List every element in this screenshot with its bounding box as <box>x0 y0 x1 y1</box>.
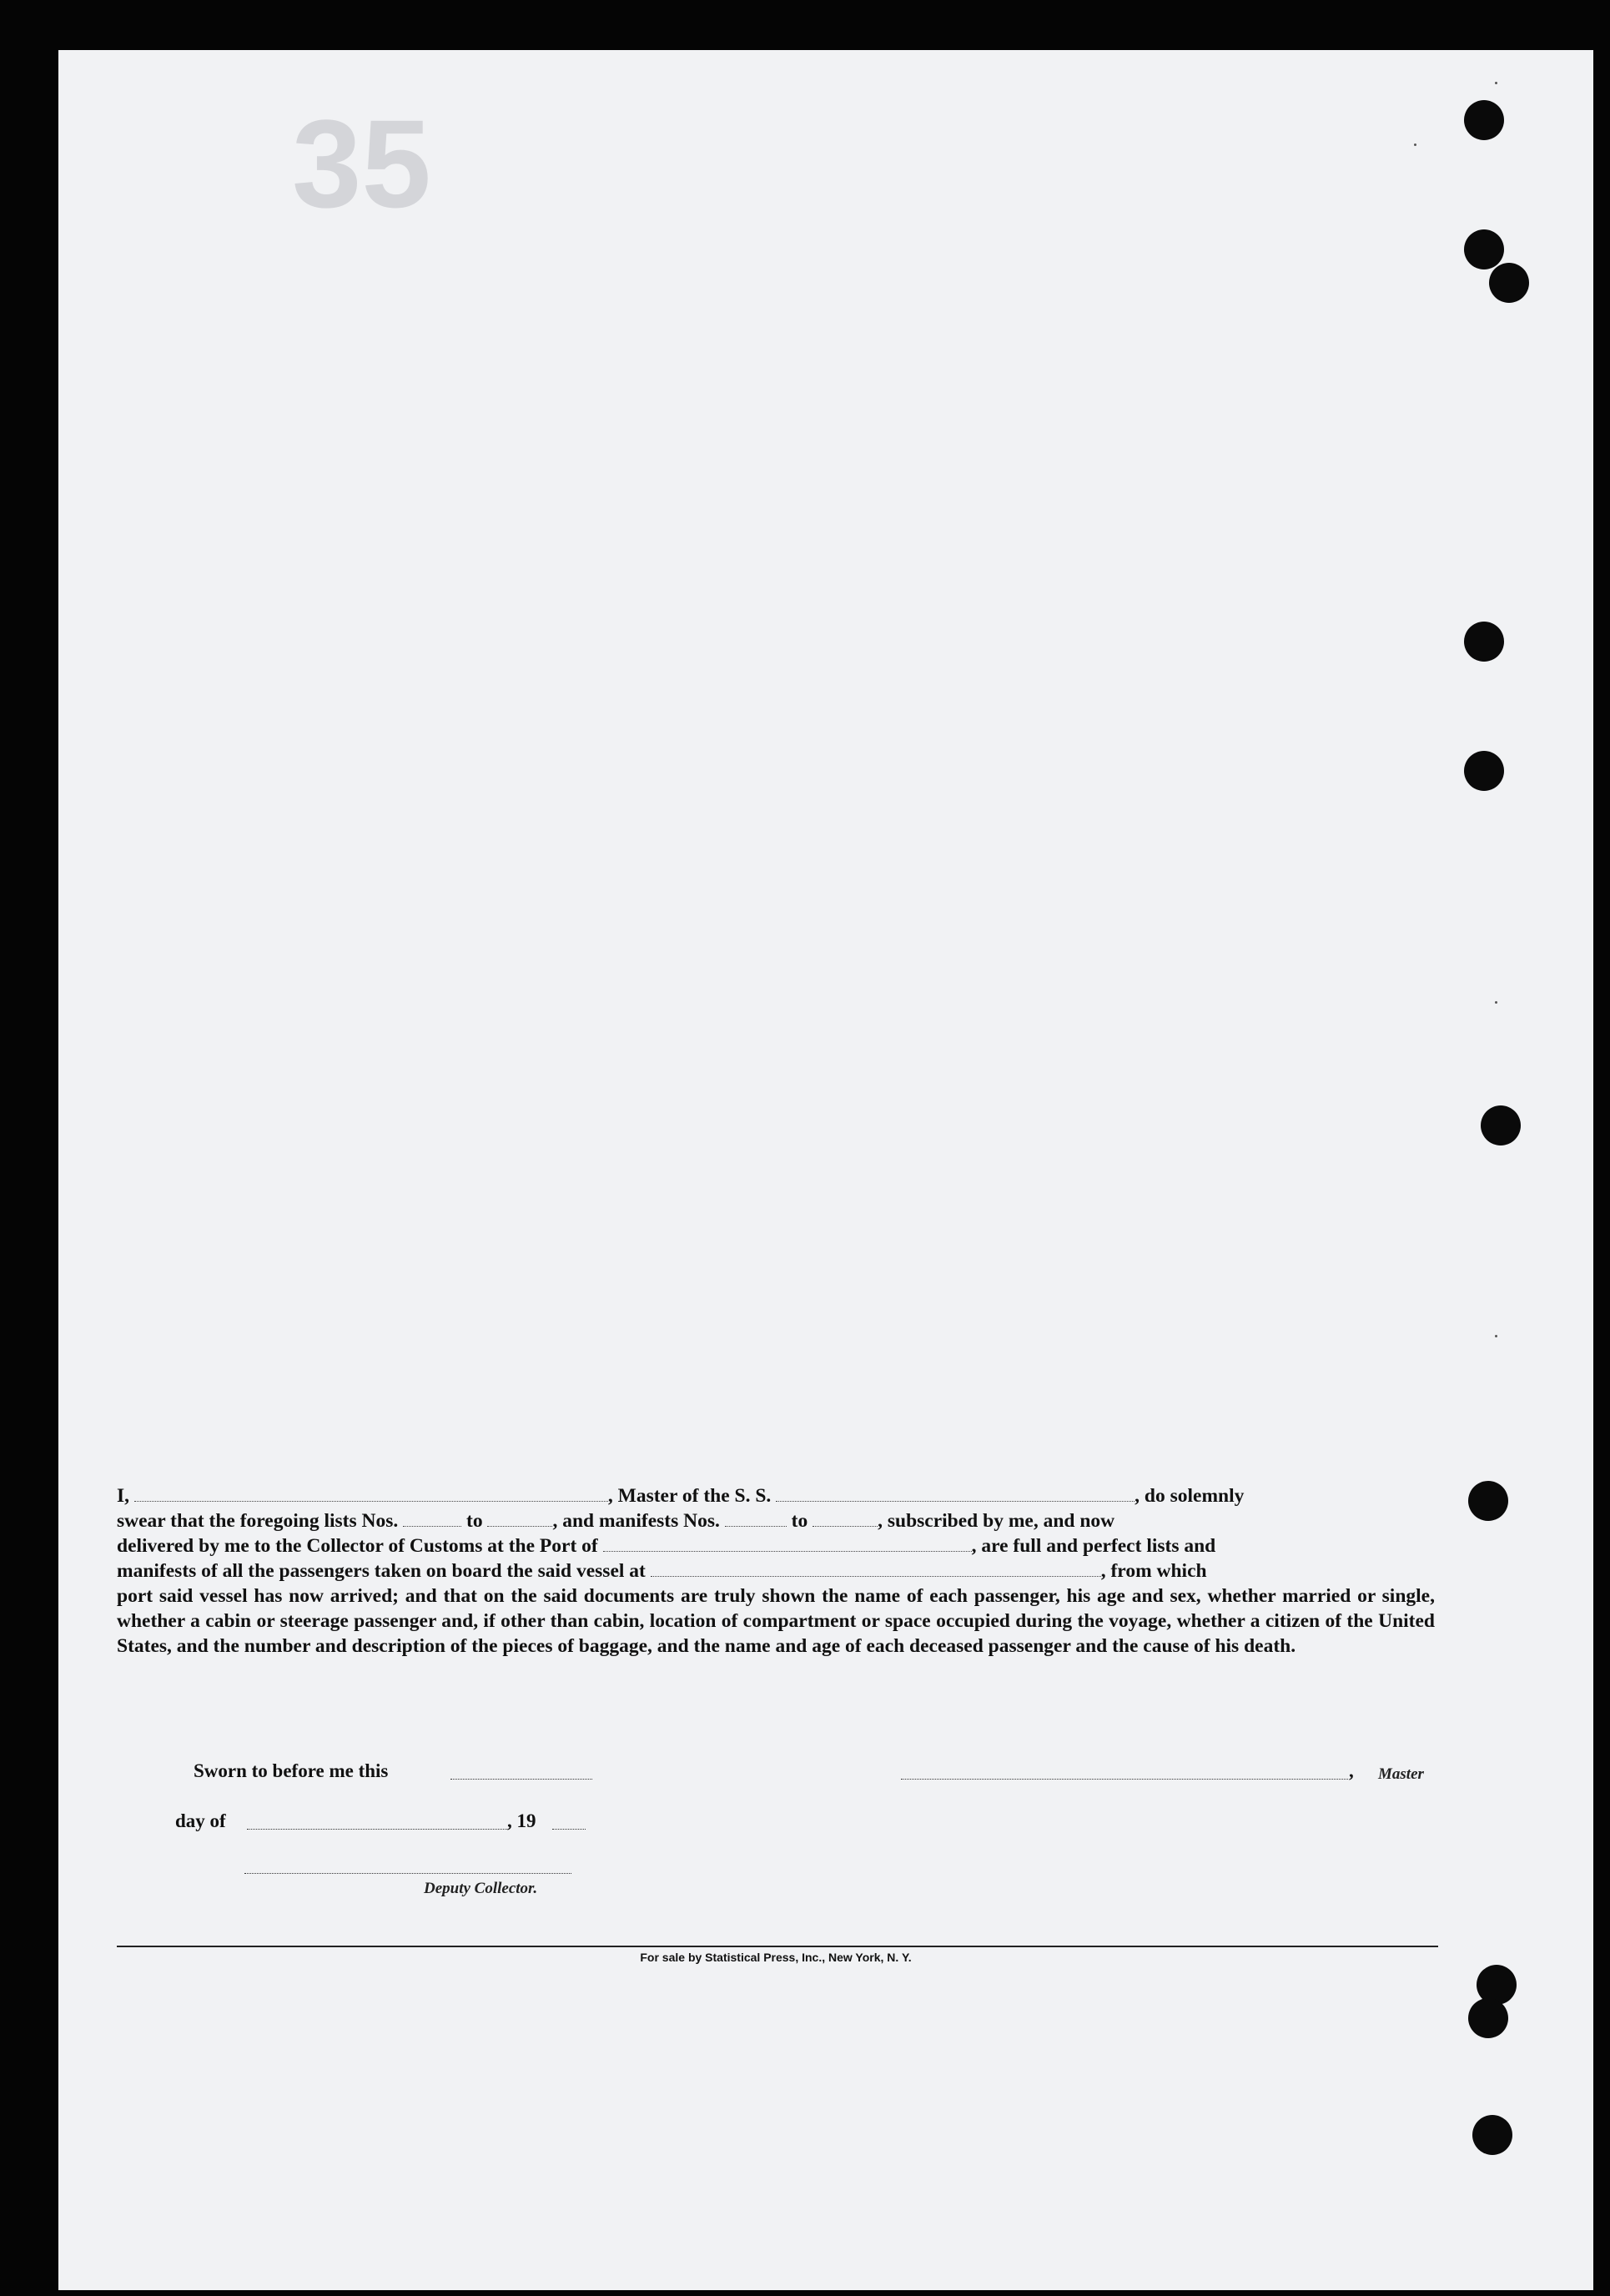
footer-rule <box>117 1946 1438 1947</box>
master-signature-line <box>901 1779 1348 1780</box>
punch-hole <box>1489 263 1529 303</box>
oath-port-of: delivered by me to the Collector of Customs at the Port of <box>117 1535 598 1557</box>
punch-hole <box>1464 229 1504 269</box>
oath-line-3 <box>117 1533 1435 1558</box>
margin-mark <box>1495 82 1497 84</box>
sworn-day-blank <box>450 1779 592 1780</box>
punch-hole <box>1464 100 1504 140</box>
oath-subscribed: , subscribed by me, and now <box>878 1510 1115 1532</box>
master-comma: , <box>1349 1760 1354 1781</box>
margin-mark <box>1495 1335 1497 1337</box>
oath-line-4 <box>117 1558 1435 1584</box>
lists-to-blank <box>487 1509 552 1527</box>
punch-hole <box>1468 1481 1508 1521</box>
deputy-signature-line <box>244 1873 571 1874</box>
day-of-label: day of <box>175 1810 226 1831</box>
oath-master-of: , Master of the S. S. <box>607 1485 772 1507</box>
oath-body: port said vessel has now arrived; and that on the said documents are truly shown the name of each passenger, his age and sex, whether married or single, whether a cabin or steerage passenger and, if other than cabin, location of compartment or space occupied during the voyage, whether a citizen of the United States, and the number and description of the pieces of baggage, and the name and age of each deceased passenger and the cause of his death. <box>117 1585 1435 1657</box>
punch-hole <box>1468 1998 1508 2038</box>
oath-line-1 <box>117 1483 1435 1508</box>
month-blank <box>247 1829 507 1830</box>
oath-paragraph <box>117 1483 1435 1659</box>
page-number-stamp: 35 <box>292 93 431 234</box>
oath-from-which: , from which <box>1100 1560 1207 1582</box>
oath-taken-on-board: manifests of all the passengers taken on board the said vessel at <box>117 1560 646 1582</box>
punch-hole <box>1464 622 1504 662</box>
master-label: Master <box>1378 1765 1424 1783</box>
departure-port-blank <box>651 1559 1101 1577</box>
lists-from-blank <box>403 1509 461 1527</box>
punch-hole <box>1472 2115 1512 2155</box>
deputy-collector-label: Deputy Collector. <box>424 1880 538 1897</box>
oath-full-perfect: , are full and perfect lists and <box>971 1535 1216 1557</box>
master-name-blank <box>134 1484 608 1502</box>
oath-solemnly: , do solemnly <box>1135 1485 1245 1507</box>
punch-hole <box>1481 1105 1521 1145</box>
manifests-from-blank <box>725 1509 787 1527</box>
sworn-label: Sworn to before me this <box>194 1760 389 1781</box>
oath-line-2 <box>117 1508 1435 1533</box>
oath-i: I, <box>117 1485 130 1507</box>
margin-mark <box>1495 1001 1497 1004</box>
publisher-footer: For sale by Statistical Press, Inc., New York, N. Y. <box>640 1951 912 1964</box>
oath-to-2: to <box>791 1510 808 1532</box>
year-blank <box>552 1829 586 1830</box>
punch-hole <box>1464 751 1504 791</box>
oath-to-1: to <box>466 1510 483 1532</box>
manifests-to-blank <box>813 1509 878 1527</box>
oath-manifests-nos: , and manifests Nos. <box>552 1510 720 1532</box>
vessel-name-blank <box>776 1484 1135 1502</box>
year-prefix: , 19 <box>507 1810 536 1831</box>
margin-mark <box>1414 144 1416 146</box>
port-blank <box>603 1534 972 1552</box>
oath-lists-nos: swear that the foregoing lists Nos. <box>117 1510 399 1532</box>
